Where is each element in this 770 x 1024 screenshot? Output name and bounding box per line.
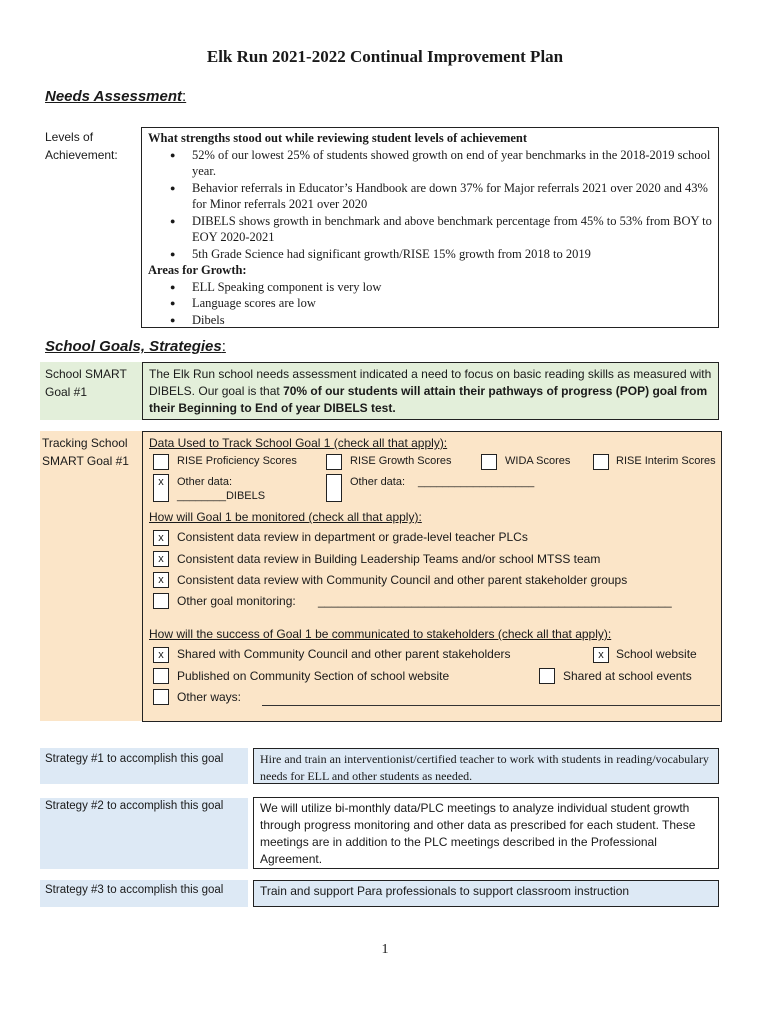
comm-other-checkbox[interactable] [153, 689, 169, 705]
monitor-council-checkbox[interactable]: x [153, 572, 169, 588]
levels-label: Levels of Achievement: [45, 130, 118, 162]
comm-shared-label: Shared with Community Council and other parent stakeholders [177, 647, 511, 661]
comm-other-label: Other ways: [177, 690, 242, 704]
monitor-council-label: Consistent data review with Community Council and other parent stakeholder groups [177, 573, 628, 587]
list-item: ● 5th Grade Science had significant growth/RISE 15% growth from 2018 to 2019 [192, 246, 712, 263]
comm-shared-checkbox[interactable]: x [153, 647, 169, 663]
list-item: ● Language scores are low [192, 295, 712, 312]
other-data-1-checkbox[interactable]: x [153, 474, 169, 502]
list-item: ● 52% of our lowest 25% of students showed growth on end of year benchmarks in the 2018-2019 school year. [192, 147, 712, 180]
achievement-box [141, 127, 719, 328]
comm-website-checkbox[interactable]: x [593, 647, 609, 663]
rise-interim-checkbox[interactable] [593, 454, 609, 470]
list-item: ● Dibels [192, 312, 712, 329]
other-data-1-value: ________DIBELS [177, 490, 266, 502]
comm-events-label: Shared at school events [563, 669, 692, 683]
page-title: Elk Run 2021-2022 Continual Improvement Plan [206, 47, 564, 66]
communicate-heading: How will the success of Goal 1 be communicated to stakeholders (check all that apply): [149, 627, 612, 641]
strategy-1-label-cell: Strategy #1 to accomplish this goal [40, 748, 248, 784]
rise-growth-checkbox[interactable] [326, 454, 342, 470]
strengths-heading: What strengths stood out while reviewing student levels of achievement [148, 131, 528, 145]
wida-label: WIDA Scores [505, 455, 571, 467]
page-number: 1 [381, 942, 389, 957]
tracking-label-cell: Tracking School SMART Goal #1 [40, 431, 143, 721]
goal-label-cell: School SMART Goal #1 [40, 362, 143, 420]
list-item: ● DIBELS shows growth in benchmark and above benchmark percentage from 45% to 53% from BOY to EOY 2020-2021 [192, 213, 712, 246]
wida-checkbox[interactable] [481, 454, 497, 470]
rise-proficiency-checkbox[interactable] [153, 454, 169, 470]
monitor-other-label: Other goal monitoring: [177, 594, 296, 608]
monitor-blt-label: Consistent data review in Building Leadership Teams and/or school MTSS team [177, 552, 601, 566]
list-item: ● ELL Speaking component is very low [192, 279, 712, 296]
list-item: ● Behavior referrals in Educator’s Handbook are down 37% for Major referrals 2021 over 2020 and 43% for Minor referrals 2021 over 2020 [192, 180, 712, 213]
comm-published-label: Published on Community Section of school website [177, 669, 450, 683]
other-data-2-checkbox[interactable] [326, 474, 342, 502]
data-used-heading: Data Used to Track School Goal 1 (check all that apply): [149, 436, 448, 450]
rise-proficiency-label: RISE Proficiency Scores [177, 455, 297, 467]
school-goals-heading: School Goals, Strategies: [45, 338, 226, 355]
growth-heading: Areas for Growth: [148, 263, 247, 277]
monitor-plc-label: Consistent data review in department or grade-level teacher PLCs [177, 530, 528, 544]
other-data-2-line: ___________________ [418, 476, 535, 488]
goal-text-box: The Elk Run school needs assessment indicated a need to focus on basic reading skills as measured with DIBELS. Our goal is that 70% of our students will attain their pathways of progress (POP) goal from their Beginning to End of year DIBELS test. [142, 362, 719, 420]
comm-events-checkbox[interactable] [539, 668, 555, 684]
rise-growth-label: RISE Growth Scores [350, 455, 452, 467]
other-data-2-label: Other data: [350, 476, 406, 488]
rise-interim-label: RISE Interim Scores [616, 455, 716, 467]
strategy-3-text: Train and support Para professionals to support classroom instruction [253, 880, 719, 907]
growth-list [148, 279, 712, 329]
strengths-list [148, 147, 712, 263]
needs-assessment-heading: Needs Assessment: [45, 88, 187, 105]
strategy-1-text: Hire and train an interventionist/certified teacher to work with students in reading/vocabulary needs for ELL and other students as needed. [253, 748, 719, 784]
strategy-2-text: We will utilize bi-monthly data/PLC meetings to analyze individual student growth through progress monitoring and other data as prescribed for each student. These meetings are in addition to the PLC meetings described in the Professional Agreement. [253, 797, 719, 869]
strategy-3-label-cell: Strategy #3 to accomplish this goal [40, 880, 248, 907]
strategy-2-label-cell: Strategy #2 to accomplish this goal [40, 798, 248, 869]
monitor-plc-checkbox[interactable]: x [153, 530, 169, 546]
comm-website-label: School website [616, 647, 697, 661]
monitor-heading: How will Goal 1 be monitored (check all that apply): [149, 510, 422, 524]
monitor-other-checkbox[interactable] [153, 593, 169, 609]
other-data-1-label: Other data: [177, 476, 233, 488]
monitor-blt-checkbox[interactable]: x [153, 551, 169, 567]
comm-published-checkbox[interactable] [153, 668, 169, 684]
comm-other-line [262, 705, 720, 706]
monitor-other-line: _____________________________________________________ [318, 594, 672, 608]
